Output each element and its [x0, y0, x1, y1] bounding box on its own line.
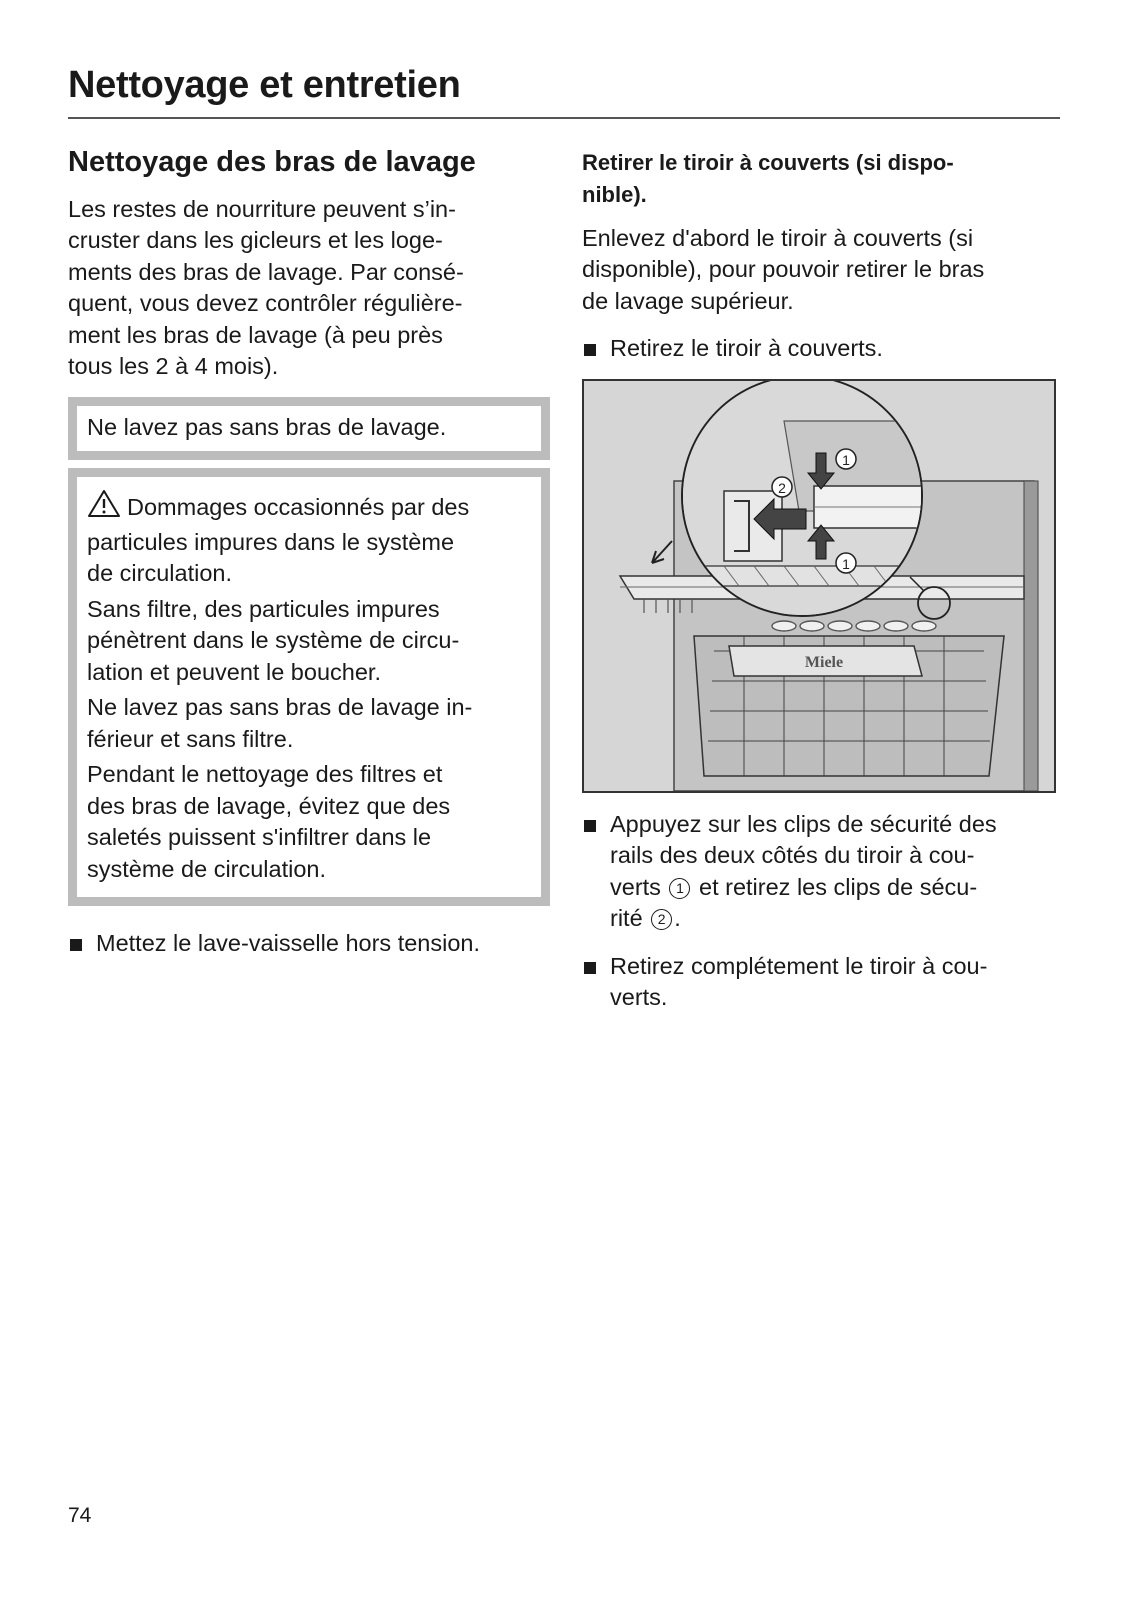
- bullet-square-icon: [584, 344, 596, 356]
- section-heading: Nettoyage des bras de lavage: [68, 146, 476, 178]
- sub-heading: Retirer le tiroir à couverts (si dispo- nible).: [582, 150, 954, 207]
- warning-triangle-icon: [87, 489, 121, 527]
- left-column: [68, 145, 550, 960]
- step-press-clips: Appuyez sur les clips de sécurité des rails des deux côtés du tiroir à cou- verts 1 et retirez les clips de sécu- rité 2 .: [582, 809, 1062, 935]
- warning-box: [68, 468, 550, 906]
- right-intro-paragraph: Enlevez d'abord le tiroir à couverts (si disponible), pour pouvoir retirer le bras de lavage supérieur.: [582, 224, 985, 314]
- note-text: Ne lavez pas sans bras de lavage.: [87, 413, 447, 440]
- warning-paragraph-3: Pendant le nettoyage des filtres et des bras de lavage, évitez que des saletés puissent s'infiltrer dans le système de circulation.: [87, 761, 451, 882]
- callout-1-top: [836, 449, 856, 469]
- page-number: 74: [68, 1504, 92, 1527]
- warning-paragraph-2: Ne lavez pas sans bras de lavage in- férieur et sans filtre.: [87, 694, 473, 752]
- dishwasher-drawing: [584, 381, 1054, 791]
- bullet-square-icon: [584, 962, 596, 974]
- callout-marker-1: 1: [669, 878, 690, 899]
- note-box: [68, 397, 550, 461]
- right-column: [582, 145, 1062, 1014]
- callout-marker-2: 2: [651, 909, 672, 930]
- svg-text:2: 2: [778, 479, 786, 496]
- callout-2: [772, 477, 792, 497]
- callout-1-bottom: [836, 553, 856, 573]
- title-divider: [68, 117, 1060, 119]
- warning-paragraph-1: Sans filtre, des particules impures pénètrent dans le système de circu- lation et peuvent le boucher.: [87, 595, 460, 685]
- brand-logo: Miele: [804, 653, 844, 671]
- intro-paragraph: Les restes de nourriture peuvent s’in- cruster dans les gicleurs et les loge- ments des bras de lavage. Par consé- quent, vous devez contrôler régulière- ment les bras de lavage (à peu près tous les 2 à 4 mois).: [68, 195, 464, 380]
- svg-text:1: 1: [842, 451, 850, 468]
- illustration-cutlery-drawer: [582, 379, 1056, 793]
- warning-title: Dommages occasionnés par des particules impures dans le système de circulation.: [87, 489, 531, 590]
- step-power-off: Mettez le lave-vaisselle hors tension.: [68, 928, 550, 960]
- step-remove-drawer: Retirez le tiroir à couverts.: [582, 333, 1062, 365]
- page-title: Nettoyage et entretien: [68, 64, 461, 106]
- step-remove-completely: Retirez complétement le tiroir à cou- verts.: [582, 951, 1062, 1014]
- bullet-square-icon: [584, 820, 596, 832]
- bullet-square-icon: [70, 939, 82, 951]
- svg-text:1: 1: [842, 555, 850, 572]
